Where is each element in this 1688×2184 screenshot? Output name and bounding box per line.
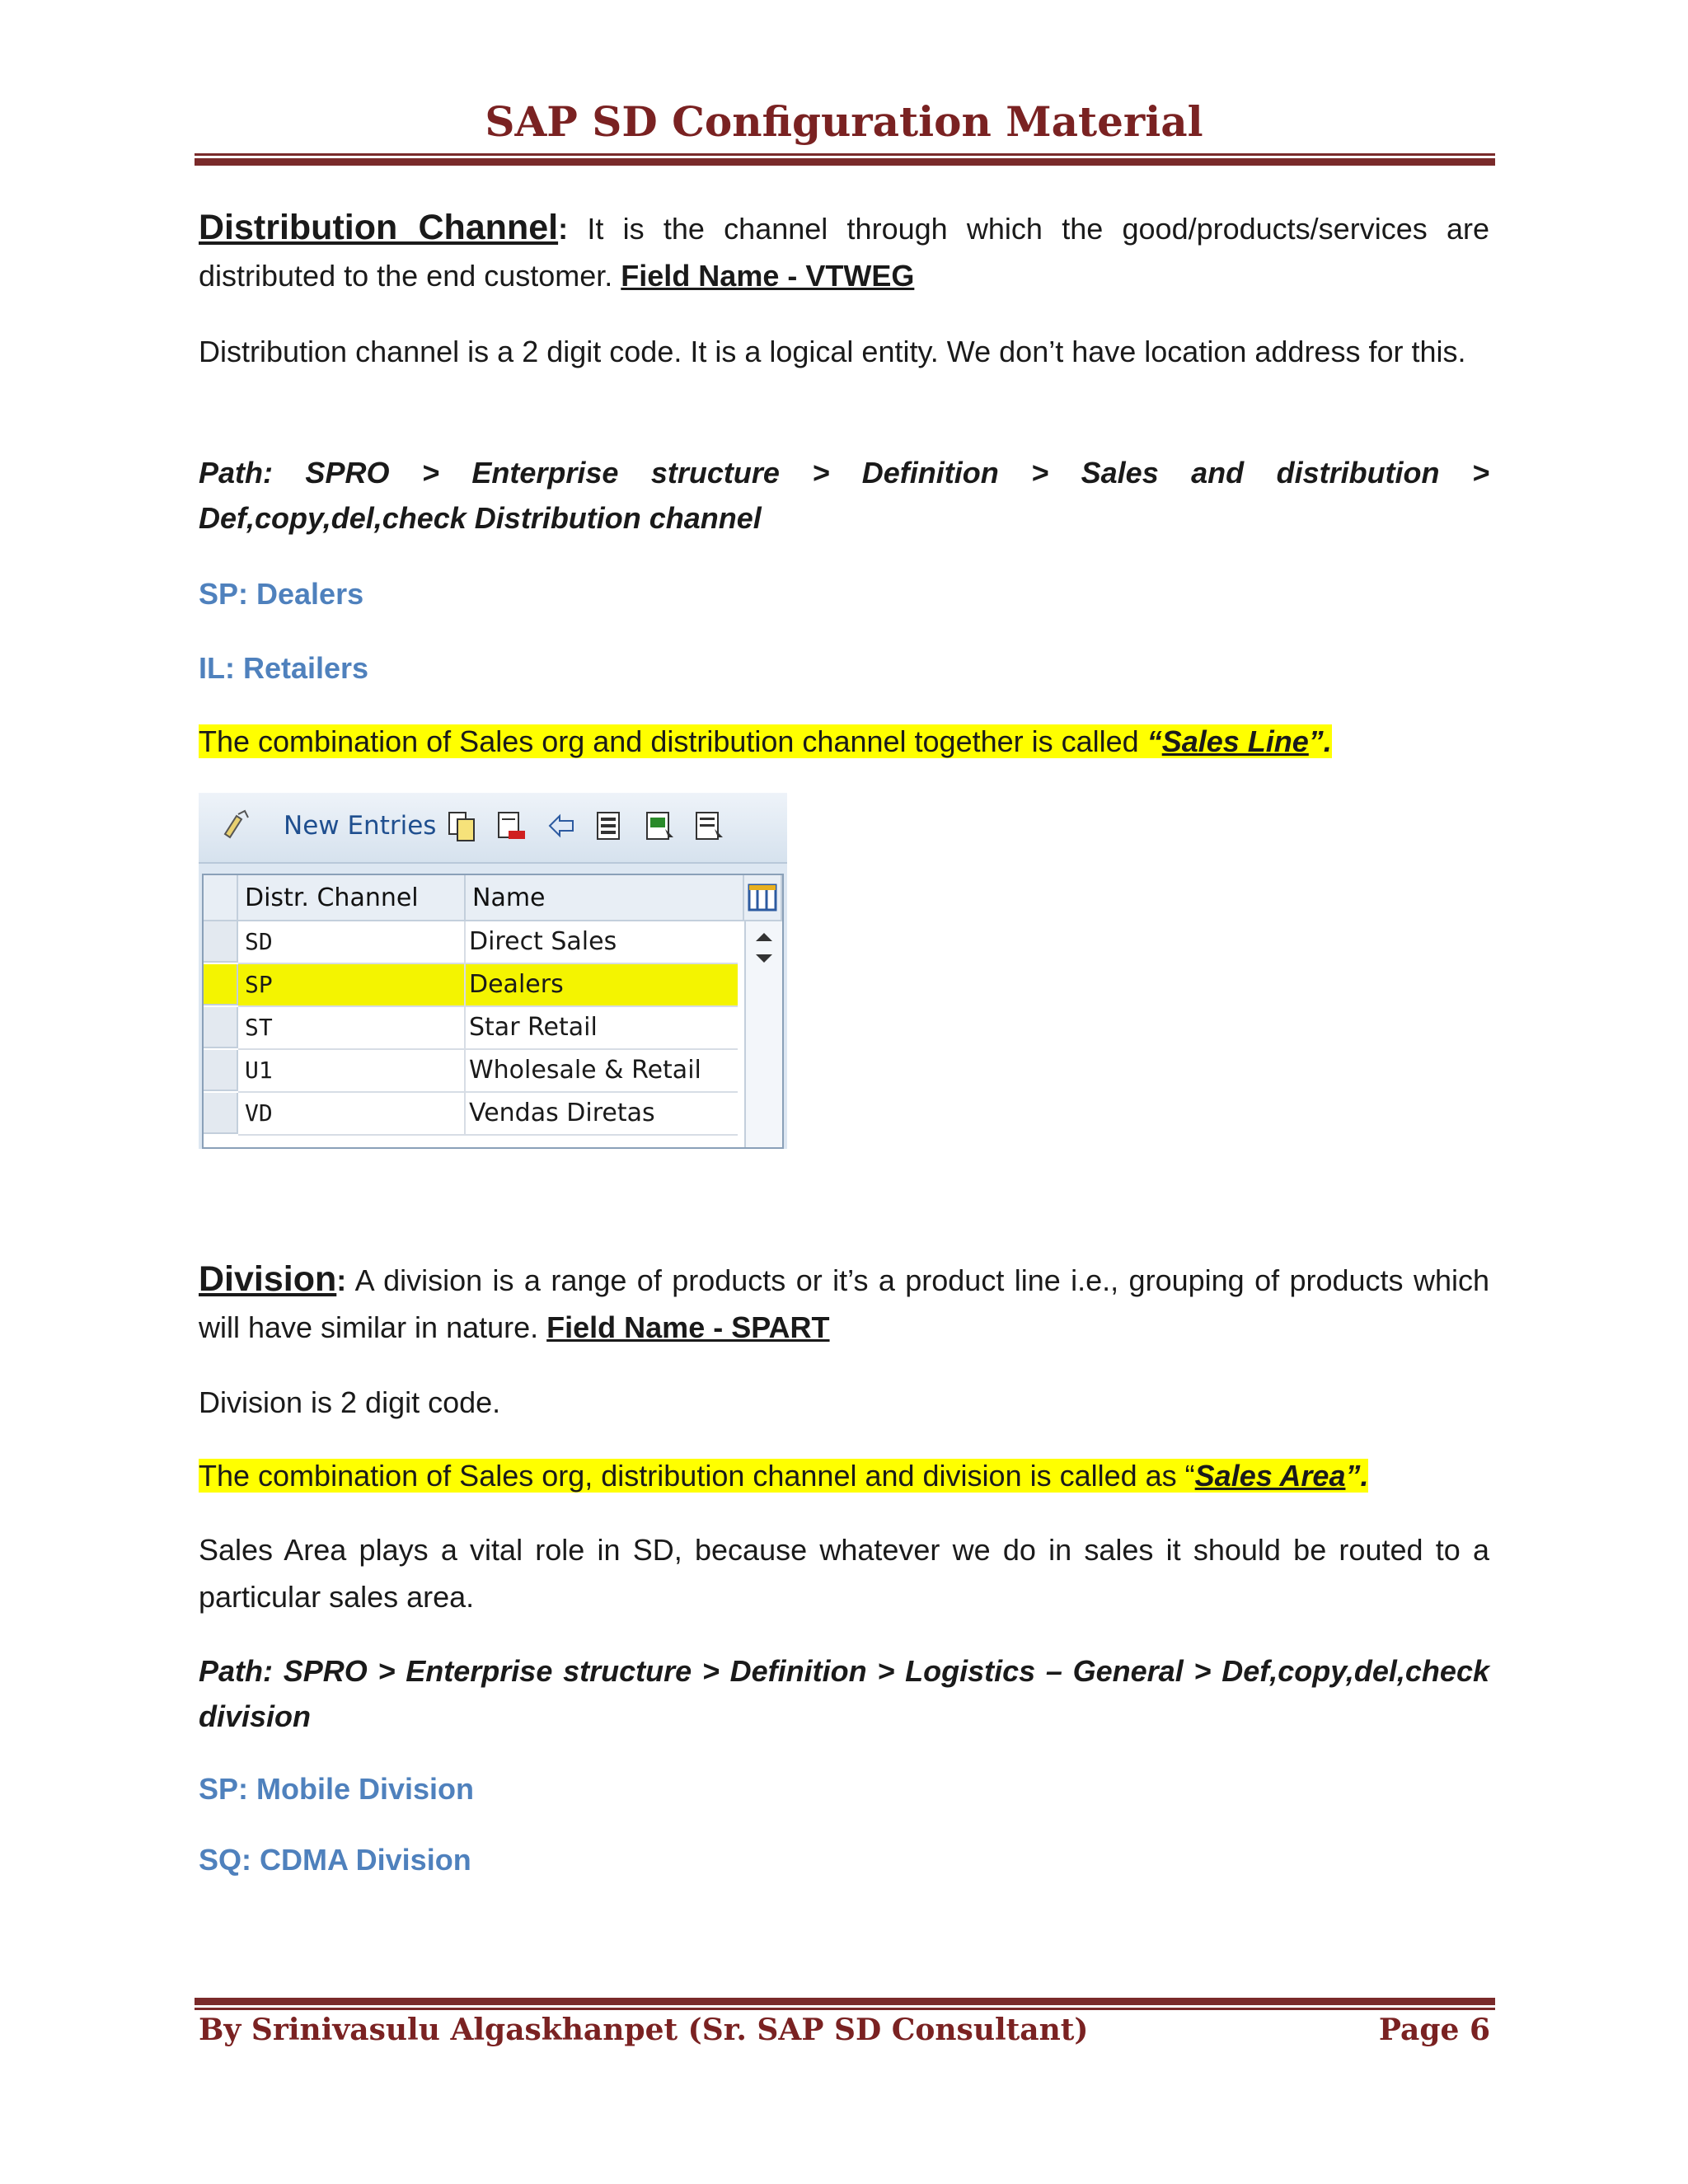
cell-code[interactable]: VD (238, 1093, 466, 1136)
cell-name[interactable]: Star Retail (466, 1007, 738, 1050)
sap-distribution-channel-screen (199, 793, 787, 1149)
distribution-channel-path: Path: SPRO > Enterprise structure > Definition > Sales and distribution > Def,copy,del,check Distribution channel (199, 456, 1489, 535)
table-row[interactable] (204, 964, 782, 1007)
cell-name[interactable]: Direct Sales (466, 921, 738, 964)
cell-code[interactable]: SD (238, 921, 466, 964)
sales-area-highlight (199, 1452, 1489, 1499)
select-all-icon[interactable] (594, 809, 627, 842)
table-scrollbar[interactable] (744, 921, 784, 1149)
distribution-channel-table (202, 874, 784, 1149)
distribution-channel-definition (199, 204, 1489, 299)
deselect-icon[interactable] (693, 809, 726, 842)
distribution-channel-paragraph: Distribution channel is a 2 digit code. It is a logical entity. We don’t have location address for this. (199, 335, 1466, 368)
scroll-down-icon (756, 954, 772, 963)
table-row[interactable] (204, 921, 782, 964)
delete-icon[interactable] (495, 809, 528, 842)
header-rule-thin (195, 153, 1495, 156)
quote-close: ”. (1308, 724, 1332, 758)
field-name-spart: Field Name - SPART (546, 1310, 830, 1344)
row-selector-header[interactable] (204, 875, 238, 921)
distribution-channel-term: Distribution Channel (199, 208, 559, 247)
page-header-title: SAP SD Configuration Material (485, 97, 1203, 146)
header-rule-thick (195, 158, 1495, 166)
code-il-retailers: IL: Retailers (199, 651, 369, 685)
division-term: Division (199, 1259, 337, 1299)
cell-code[interactable]: SP (238, 964, 466, 1007)
sales-line-term: Sales Line (1161, 724, 1309, 758)
code-sp-dealers: SP: Dealers (199, 577, 364, 611)
footer-author: By Srinivasulu Algaskhanpet (Sr. SAP SD Consultant) (199, 2013, 1089, 2047)
table-row[interactable] (204, 1093, 782, 1136)
glasses-icon[interactable] (220, 809, 253, 842)
field-name-vtweg: Field Name - VTWEG (621, 259, 915, 293)
cell-code[interactable]: ST (238, 1007, 466, 1050)
scroll-up-icon (756, 933, 772, 941)
sap-toolbar (199, 793, 787, 864)
sales-area-paragraph: Sales Area plays a vital role in SD, because whatever we do in sales it should be routed to a particular sales area. (199, 1533, 1489, 1614)
column-header-distr-channel[interactable]: Distr. Channel (238, 875, 466, 921)
sales-line-text: The combination of Sales org and distribution channel together is called (199, 724, 1147, 758)
column-header-name[interactable]: Name (466, 875, 744, 921)
table-row[interactable] (204, 1007, 782, 1050)
row-selector[interactable] (204, 964, 238, 1005)
footer-rule-thick (195, 1998, 1495, 2005)
row-selector[interactable] (204, 1050, 238, 1091)
copy-icon[interactable] (446, 809, 479, 842)
quote-open: “ (1146, 724, 1162, 758)
code-sq-cdma-division: SQ: CDMA Division (199, 1843, 471, 1877)
row-selector[interactable] (204, 1093, 238, 1134)
distribution-channel-text: It is the channel through which the good/products/services are distributed to the end customer. (199, 212, 1490, 293)
row-selector[interactable] (204, 921, 238, 963)
table-row[interactable] (204, 1050, 782, 1093)
division-text: A division is a range of products or it’s a product line i.e., grouping of products which will have similar in nature. (199, 1263, 1489, 1344)
quote-close: ”. (1345, 1459, 1369, 1493)
select-block-icon[interactable] (644, 809, 677, 842)
code-sp-mobile-division: SP: Mobile Division (199, 1772, 475, 1806)
sales-line-highlight (199, 718, 1489, 765)
footer-page-number: Page 6 (1378, 2013, 1490, 2047)
new-entries-button[interactable]: New Entries (284, 811, 437, 841)
division-paragraph: Division is 2 digit code. (199, 1385, 501, 1419)
term-colon: : (336, 1263, 347, 1297)
term-colon: : (558, 212, 569, 246)
row-selector[interactable] (204, 1007, 238, 1048)
sales-area-text: The combination of Sales org, distribution channel and division is called as “ (199, 1459, 1195, 1493)
division-path: Path: SPRO > Enterprise structure > Definition > Logistics – General > Def,copy,del,check division (199, 1654, 1489, 1733)
undo-icon[interactable] (545, 809, 578, 842)
footer-rule-thin (195, 2008, 1495, 2010)
cell-name[interactable]: Dealers (466, 964, 738, 1007)
column-settings-icon[interactable] (744, 875, 782, 921)
cell-code[interactable]: U1 (238, 1050, 466, 1093)
sales-area-term: Sales Area (1194, 1459, 1346, 1493)
cell-name[interactable]: Wholesale & Retail (466, 1050, 738, 1093)
cell-name[interactable]: Vendas Diretas (466, 1093, 738, 1136)
division-definition (199, 1256, 1489, 1351)
